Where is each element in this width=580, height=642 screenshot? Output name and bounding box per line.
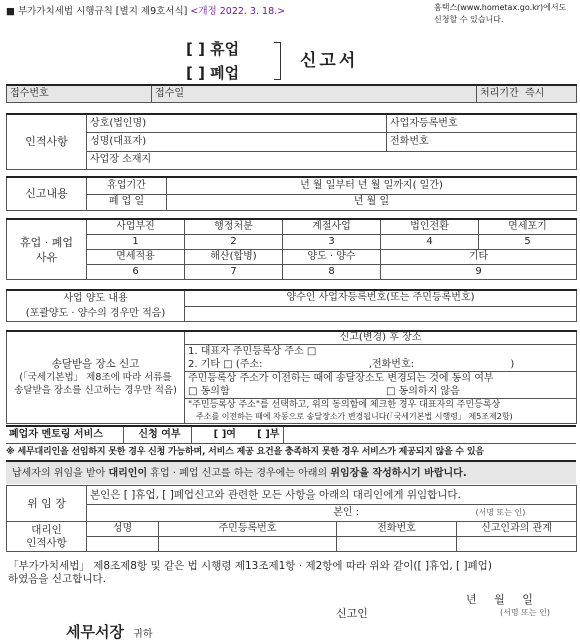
reason-9-label: 기타 [381, 250, 577, 265]
reason-6-label: 면세적용 [87, 250, 185, 265]
receipt-date: 접수일 [152, 85, 477, 103]
transferee-field[interactable] [185, 306, 577, 322]
title-bracket [274, 42, 281, 80]
agent-relation-field[interactable] [457, 537, 577, 552]
agent-col-id: 주민등록번호 [159, 522, 337, 537]
report-label: 신고내용 [7, 177, 87, 211]
close-date-field[interactable]: 년 월 일 [167, 194, 577, 210]
reason-4-label: 법인전환 [381, 219, 479, 235]
agent-phone-field[interactable] [337, 537, 457, 552]
delivery-label: 송달받을 장소 신고 (「국세기본법」 제8조에 따라 서류를 송달받을 장소를 신고하는 경우만 적음) [7, 331, 185, 424]
processing-period: 처리기간 즉시 [477, 85, 577, 103]
report-content [6, 176, 577, 211]
option-close: [ ] 폐업 [186, 64, 240, 82]
consent-disagree-checkbox[interactable]: □ 동의하지 않음 [385, 386, 460, 397]
hometax-notice: 홈택스(www.hometax.go.kr)에서도 신청할 수 있습니다. [434, 3, 567, 24]
agent-name-field[interactable] [87, 537, 159, 552]
reason-6-option[interactable]: 6 [87, 265, 185, 280]
delivery-opt-other[interactable]: 2. 기타 □ (주소: ,전화번호: ) [188, 359, 515, 370]
reason-table [6, 218, 577, 280]
tax-office: 세무서장 귀하 [66, 623, 153, 641]
delivery-options [185, 345, 577, 372]
reason-5-option[interactable]: 5 [479, 235, 577, 250]
reason-7-option[interactable]: 7 [185, 265, 283, 280]
agent-col-relation: 신고인과의 관계 [457, 522, 577, 537]
personal-info [6, 113, 577, 170]
biz-reg-no-field[interactable]: 사업자등록번호 [387, 114, 577, 133]
reason-9-option[interactable]: 9 [381, 265, 577, 280]
page-title: 신고서 [300, 51, 359, 71]
representative-name-field[interactable]: 성명(대표자) [87, 133, 387, 151]
footer-law-text: 「부가가치세법」 제8조제8항 및 같은 법 시행령 제13조제1항 · 제2항에 따라 위와 같이([ ]휴업, [ ]폐업) 하였음을 신고합니다. [8, 560, 492, 585]
delegation-table [6, 485, 577, 552]
option-suspend: [ ] 휴업 [186, 40, 240, 58]
form-label: ■ 부가가치세법 시행규칙 [별지 제9호서식] <개정 2022. 3. 18.> [6, 6, 286, 17]
mentoring-no[interactable]: [ ]부 [239, 427, 284, 443]
footer-reporter: 신고인 [336, 607, 368, 620]
reason-2-option[interactable]: 2 [185, 235, 283, 250]
title-options [186, 37, 239, 85]
mentoring-note: ※ 세무대리인을 선임하지 못한 경우 신청 가능하며, 서비스 제공 요건을 충족하지 못한 경우 서비스가 제공되지 않을 수 있음 [6, 447, 484, 457]
agent-id-field[interactable] [159, 537, 337, 552]
mentoring-row [6, 425, 576, 444]
suspend-period-field[interactable]: 년 월 일부터 년 월 일까지( 일간) [167, 177, 577, 194]
transferee-header: 양수인 사업자등록번호(또는 주민등록번호) [185, 290, 577, 306]
delegation-label: 위 임 장 [7, 486, 87, 522]
reason-1-label: 사업부진 [87, 219, 185, 235]
reason-label: 휴업 · 폐업 사유 [7, 219, 87, 280]
reason-3-option[interactable]: 3 [283, 235, 381, 250]
revision-date: <개정 2022. 3. 18.> [190, 6, 286, 17]
reason-8-label: 양도 · 양수 [283, 250, 381, 265]
consent-agree-checkbox[interactable]: □ 동의함 [188, 386, 230, 397]
delivery-header: 신고(변경) 후 장소 [185, 331, 577, 345]
footer-sign: (서명 또는 인) [500, 608, 550, 617]
footer-date[interactable]: 년 월 일 [466, 593, 533, 606]
receipt-row [6, 84, 577, 103]
transfer-label: 사업 양도 내용 (포괄양도 · 양수의 경우만 적음) [7, 290, 185, 322]
suspend-period-label: 휴업기간 [87, 177, 167, 194]
phone-field[interactable]: 전화번호 [387, 133, 577, 151]
mentoring-ask: 신청 여부 [127, 427, 192, 443]
address-field[interactable]: 사업장 소재지 [87, 151, 577, 169]
agent-label: 대리인 인적사항 [7, 522, 87, 552]
reason-2-label: 행정처분 [185, 219, 283, 235]
delegation-text: 본인은 [ ]휴업, [ ]폐업신고와 관련한 모든 사항을 아래의 대리인에게 위임합니다. [87, 486, 577, 505]
reason-8-option[interactable]: 8 [283, 265, 381, 280]
mentoring-label: 폐업자 멘토링 서비스 [6, 427, 124, 443]
mentoring-yes[interactable]: [ ]여 [213, 429, 236, 440]
company-name-field[interactable]: 상호(법인명) [87, 114, 387, 133]
delegation-self: 본인 : [333, 507, 360, 518]
delivery-opt-address[interactable]: 1. 대표자 주민등록상 주소 □ [188, 346, 317, 357]
delivery-note: "주민등록상 주소"를 선택하고, 위의 동의함에 체크한 경우 대표자의 주민등록상 주소를 이전하는 때에 자동으로 송달장소가 변경됩니다(「국세기본법 시행령」 제5조제2항) [185, 399, 577, 424]
reason-3-label: 계절사업 [283, 219, 381, 235]
personal-label: 인적사항 [7, 114, 87, 170]
receipt-number: 접수번호 [7, 85, 152, 103]
reason-5-label: 면세포기 [479, 219, 577, 235]
delivery-table [6, 330, 577, 424]
reason-4-option[interactable]: 4 [381, 235, 479, 250]
agent-col-phone: 전화번호 [337, 522, 457, 537]
delegation-sign-row [87, 505, 577, 522]
delegation-notice: 납세자의 위임을 받아 대리인이 휴업 · 폐업 신고를 하는 경우에는 아래의 위임장을 작성하시기 바랍니다. [6, 460, 576, 484]
close-date-label: 폐 업 일 [87, 194, 167, 210]
reason-7-label: 해산(합병) [185, 250, 283, 265]
delegation-sign: (서명 또는 인) [475, 508, 526, 517]
reason-1-option[interactable]: 1 [87, 235, 185, 250]
transfer-table [6, 289, 577, 322]
delivery-consent: 주민등록상 주소가 이전하는 때에 송달장소도 변경되는 것에 동의 여부 □ 동의함 □ 동의하지 않음 [185, 372, 577, 399]
agent-col-name: 성명 [87, 522, 159, 537]
